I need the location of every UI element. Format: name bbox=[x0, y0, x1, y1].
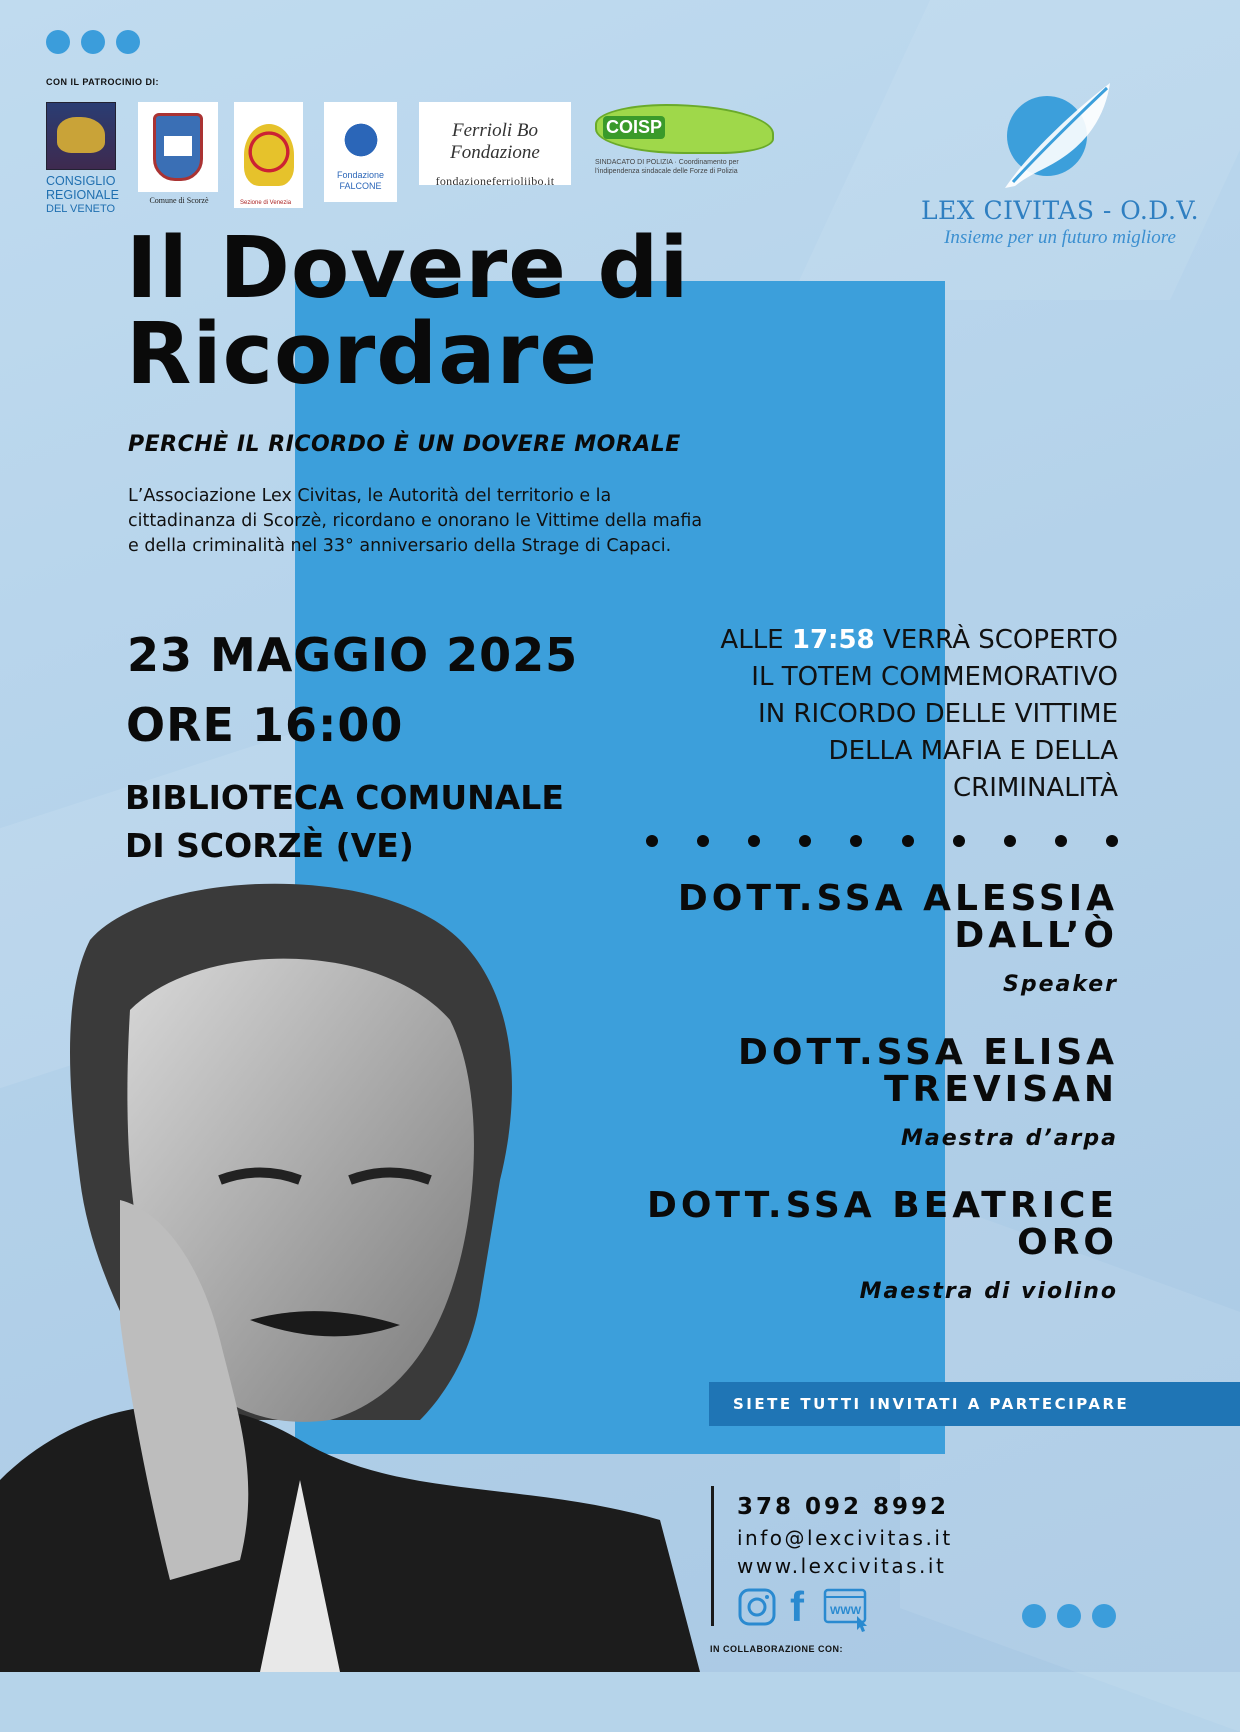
website-address[interactable]: www.lexcivitas.it bbox=[737, 1554, 947, 1578]
title-line: Il Dovere di bbox=[126, 219, 690, 318]
anps-logo bbox=[234, 102, 303, 208]
decorative-dots-top bbox=[46, 30, 140, 54]
totem-line: IN RICORDO DELLE VITTIME bbox=[758, 699, 1118, 729]
org-tagline: Insieme per un futuro migliore bbox=[944, 227, 1176, 248]
event-date: 23 MAGGIO 2025 bbox=[127, 628, 579, 682]
dot bbox=[1057, 1604, 1081, 1628]
falcone-line: Fondazione bbox=[336, 170, 385, 180]
scorze-caption: Comune di Scorzè bbox=[149, 196, 209, 205]
speaker-role: Maestra d’arpa bbox=[900, 1126, 1118, 1151]
shield-icon bbox=[153, 113, 203, 181]
speaker-name-line: DOTT.SSA ELISA bbox=[738, 1032, 1118, 1073]
contact-divider bbox=[711, 1486, 714, 1626]
totem-line: CRIMINALITÀ bbox=[952, 773, 1118, 803]
title-line: Ricordare bbox=[126, 305, 599, 404]
speaker-name-line: ORO bbox=[1017, 1222, 1118, 1263]
org-name: LEX CIVITAS - O.D.V. bbox=[920, 196, 1200, 225]
phone-number[interactable]: 378 092 8992 bbox=[737, 1494, 950, 1520]
veneto-line: CONSIGLIO bbox=[46, 174, 116, 188]
coisp-caption: SINDACATO DI POLIZIA · Coordinamento per l'indipendenza sindacale delle Forze di Polizia bbox=[595, 159, 739, 175]
totem-announcement bbox=[598, 622, 1118, 807]
totem-time: 17:58 bbox=[791, 625, 875, 655]
totem-line: IL TOTEM COMMEMORATIVO bbox=[751, 662, 1118, 692]
lex-civitas-feather-logo bbox=[995, 78, 1115, 188]
anps-caption: Sezione di Venezia bbox=[240, 200, 292, 206]
instagram-icon[interactable] bbox=[738, 1588, 776, 1626]
veneto-logo bbox=[46, 102, 119, 222]
fondazione-ferrioli-bo-logo bbox=[419, 102, 571, 188]
intro-line: cittadinanza di Scorzè, ricordano e onorano le Vittime della mafia bbox=[128, 511, 703, 531]
facebook-icon[interactable]: f bbox=[790, 1583, 804, 1630]
totem-first-line bbox=[598, 622, 1118, 659]
falcone-line: FALCONE bbox=[339, 181, 382, 191]
venue-line: DI SCORZÈ (VE) bbox=[125, 826, 414, 865]
intro-line: e della criminalità nel 33° anniversario della Strage di Capaci. bbox=[128, 536, 672, 556]
ferrioli-script: Ferrioli Bo Fondazione bbox=[450, 120, 540, 163]
page-title bbox=[126, 219, 690, 404]
speaker-name-line: TREVISAN bbox=[883, 1069, 1118, 1110]
dot bbox=[1092, 1604, 1116, 1628]
veneto-logo-text bbox=[46, 174, 119, 216]
separator-dots bbox=[646, 835, 1118, 847]
dot bbox=[81, 30, 105, 54]
venue-line: BIBLIOTECA COMUNALE bbox=[125, 778, 564, 817]
speaker-name-line: DALL’Ò bbox=[954, 915, 1118, 956]
coisp-banner bbox=[595, 104, 774, 154]
totem-line: DELLA MAFIA E DELLA bbox=[828, 736, 1118, 766]
eagle-emblem-icon bbox=[244, 124, 294, 186]
speaker-role: Maestra di violino bbox=[859, 1279, 1118, 1304]
totem-prefix: ALLE bbox=[720, 625, 792, 655]
invitation-banner: SIETE TUTTI INVITATI A PARTECIPARE bbox=[709, 1382, 1240, 1426]
speaker-name-line: DOTT.SSA BEATRICE bbox=[646, 1185, 1118, 1226]
speaker-name-line: DOTT.SSA ALESSIA bbox=[677, 878, 1118, 919]
collaboration-label: IN COLLABORAZIONE CON: bbox=[710, 1644, 843, 1654]
tree-icon bbox=[344, 116, 378, 164]
coisp-logo bbox=[595, 104, 775, 178]
decorative-dots-bottom bbox=[1022, 1604, 1116, 1628]
totem-suffix: VERRÀ SCOPERTO bbox=[874, 625, 1118, 655]
veneto-line: DEL VENETO bbox=[46, 203, 116, 215]
portrait-photo bbox=[0, 880, 700, 1672]
event-time: ORE 16:00 bbox=[126, 698, 404, 752]
intro-line: L’Associazione Lex Civitas, le Autorità del territorio e la bbox=[128, 486, 612, 506]
intro-paragraph bbox=[128, 484, 808, 559]
ferrioli-url: fondazioneferrioliibo.it bbox=[435, 174, 555, 188]
www-icon[interactable] bbox=[823, 1588, 871, 1632]
subtitle: PERCHÈ IL RICORDO È UN DOVERE MORALE bbox=[128, 432, 681, 457]
email-address[interactable]: info@lexcivitas.it bbox=[737, 1526, 953, 1550]
scorze-coat-of-arms-logo bbox=[138, 102, 218, 192]
dot bbox=[1022, 1604, 1046, 1628]
lion-of-st-mark-icon bbox=[46, 102, 116, 170]
www-icon-label: WWW bbox=[830, 1605, 862, 1617]
veneto-line: REGIONALE bbox=[46, 188, 119, 202]
coisp-word: COISP bbox=[603, 116, 665, 139]
speaker-role: Speaker bbox=[1003, 972, 1118, 997]
dot bbox=[116, 30, 140, 54]
fondazione-falcone-logo bbox=[324, 102, 397, 202]
patronage-label: CON IL PATROCINIO DI: bbox=[46, 77, 159, 87]
event-venue bbox=[125, 774, 564, 870]
dot bbox=[46, 30, 70, 54]
